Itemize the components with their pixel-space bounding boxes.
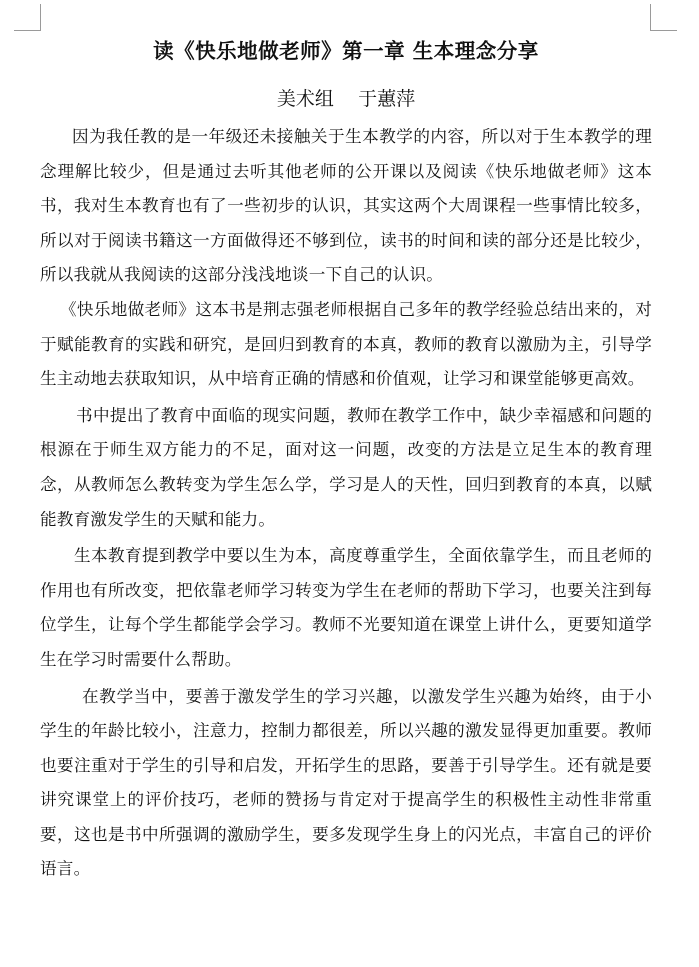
document-page [40,32,652,887]
page-corner-mark-top-right [650,4,677,31]
document-body [40,120,652,887]
document-title: 读《快乐地做老师》第一章 生本理念分享 [153,39,539,63]
paragraph-2: 《快乐地做老师》这本书是荆志强老师根据自己多年的教学经验总结出来的，对于赋能教育的实践和研究，是回归到教育的本真，教师的教育以激励为主，引导学生主动地去获取知识，从中培育正确的情感和价值观，让学习和课堂能够更高效。 [40,299,652,389]
paragraph-1: 因为我任教的是一年级还未接触关于生本教学的内容，所以对于生本教学的理念理解比较少，但是通过去听其他老师的公开课以及阅读《快乐地做老师》这本书，我对生本教育也有了一些初步的认识，其实这两个大周课程一些事情比较多，所以对于阅读书籍这一方面做得还不够到位，读书的时间和读的部分还是比较少，所以我就从我阅读的这部分浅浅地谈一下自己的认识。 [40,127,652,285]
paragraph-3: 书中提出了教育中面临的现实问题，教师在教学工作中，缺少幸福感和问题的根源在于师生双方能力的不足，面对这一问题，改变的方法是立足生本的教育理念，从教师怎么教转变为学生怎么学，学习是人的天性，回归到教育的本真，以赋能教育激发学生的天赋和能力。 [40,405,652,529]
paragraph-4: 生本教育提到教学中要以生为本，高度尊重学生，全面依靠学生，而且老师的作用也有所改变，把依靠老师学习转变为学生在老师的帮助下学习，也要关注到每位学生，让每个学生都能学会学习。教师不光要知道在课堂上讲什么，更要知道学生在学习时需要什么帮助。 [40,546,652,669]
document-author-line: 美术组 于蕙萍 [276,88,416,110]
page-corner-mark-top-left [14,4,41,31]
paragraph-5: 在教学当中，要善于激发学生的学习兴趣，以激发学生兴趣为始终，由于小学生的年龄比较小，注意力，控制力都很差，所以兴趣的激发显得更加重要。教师也要注重对于学生的引导和启发，开拓学生的思路，要善于引导学生。还有就是要讲究课堂上的评价技巧，老师的赞扬与肯定对于提高学生的积极性主动性非常重要，这也是书中所强调的激励学生，要多发现学生身上的闪光点，丰富自己的评价语言。 [40,686,652,879]
